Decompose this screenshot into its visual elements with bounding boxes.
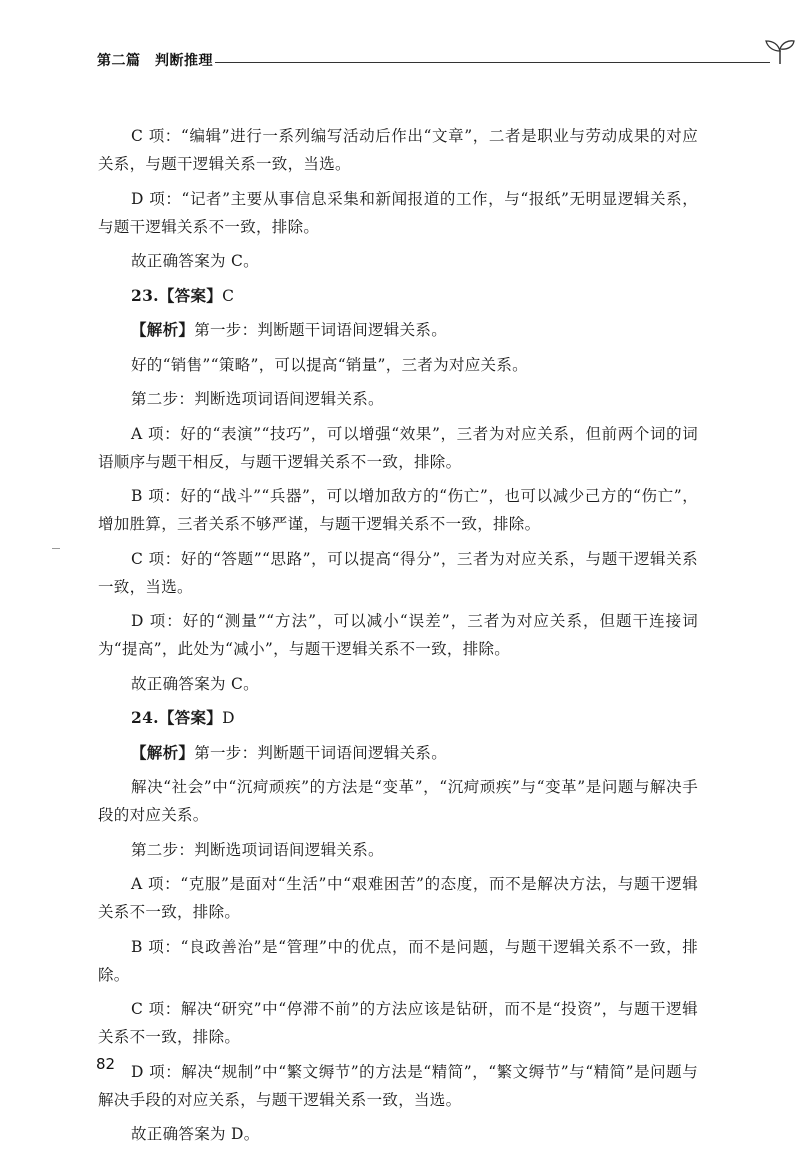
paragraph: 故正确答案为 C。: [131, 674, 259, 693]
margin-mark: [52, 548, 60, 549]
paragraph: A 项：“克服”是面对“生活”中“艰难困苦”的态度，而不是解决方法，与题干逻辑关系不一致，排除。: [98, 875, 698, 921]
answer-heading-24: 24.【答案】D: [131, 708, 235, 727]
paragraph: D 项：解决“规制”中“繁文缛节”的方法是“精简”，“繁文缛节”与“精简”是问题与解决手段的对应关系，与题干逻辑关系一致，当选。: [98, 1062, 698, 1109]
answer-heading-23: 23.【答案】C: [131, 285, 235, 305]
paragraph: 解决“社会”中“沉疴顽疾”的方法是“变革”，“沉疴顽疾”与“变革”是问题与解决手段的对应关系。: [98, 778, 698, 824]
header-title: 第二篇 判断推理: [97, 53, 213, 69]
paragraph: D 项：“记者”主要从事信息采集和新闻报道的工作，与“报纸”无明显逻辑关系，与题干逻辑关系不一致，排除。: [98, 189, 698, 236]
paragraph: 故正确答案为 D。: [131, 1125, 260, 1143]
header-rule: [215, 62, 770, 63]
paragraph: A 项：好的“表演”“技巧”，可以增强“效果”，三者为对应关系，但前两个词的词语顺序与题干相反，与题干逻辑关系不一致，排除。: [98, 424, 698, 471]
paragraph: 第二步：判断选项词语间逻辑关系。: [131, 390, 384, 408]
page-number: 82: [96, 1055, 116, 1073]
page-body: [98, 122, 698, 1155]
paragraph: 故正确答案为 C。: [131, 252, 259, 270]
sprout-icon: [763, 38, 797, 66]
paragraph: D 项：好的“测量”“方法”，可以减小“误差”，三者为对应关系，但题干连接词为“提高”，此处为“减小”，与题干逻辑关系不一致，排除。: [98, 612, 698, 658]
analysis-paragraph: 【解析】第一步：判断题干词语间逻辑关系。: [131, 320, 448, 339]
running-header: [97, 38, 717, 78]
paragraph: C 项：解决“研究”中“停滞不前”的方法应该是钻研，而不是“投资”，与题干逻辑关系不一致，排除。: [98, 1000, 698, 1046]
paragraph: 第二步：判断选项词语间逻辑关系。: [131, 840, 384, 859]
paragraph: 好的“销售”“策略”，可以提高“销量”，三者为对应关系。: [131, 355, 528, 374]
paragraph: B 项：好的“战斗”“兵器”，可以增加敌方的“伤亡”，也可以减少己方的“伤亡”，增加胜算，三者关系不够严谨，与题干逻辑关系不一致，排除。: [98, 487, 698, 533]
paragraph: C 项：好的“答题”“思路”，可以提高“得分”，三者为对应关系，与题干逻辑关系一致，当选。: [98, 549, 698, 596]
answer-label: 23.【答案】: [131, 285, 223, 305]
paragraph: C 项：“编辑”进行一系列编写活动后作出“文章”，二者是职业与劳动成果的对应关系，与题干逻辑关系一致，当选。: [98, 127, 698, 173]
paragraph: B 项：“良政善治”是“管理”中的优点，而不是问题，与题干逻辑关系不一致，排除。: [98, 937, 698, 984]
analysis-label: 【解析】: [131, 742, 195, 762]
analysis-label: 【解析】: [131, 320, 195, 339]
answer-label: 24.【答案】: [131, 708, 223, 727]
analysis-paragraph: 【解析】第一步：判断题干词语间逻辑关系。: [131, 742, 448, 762]
